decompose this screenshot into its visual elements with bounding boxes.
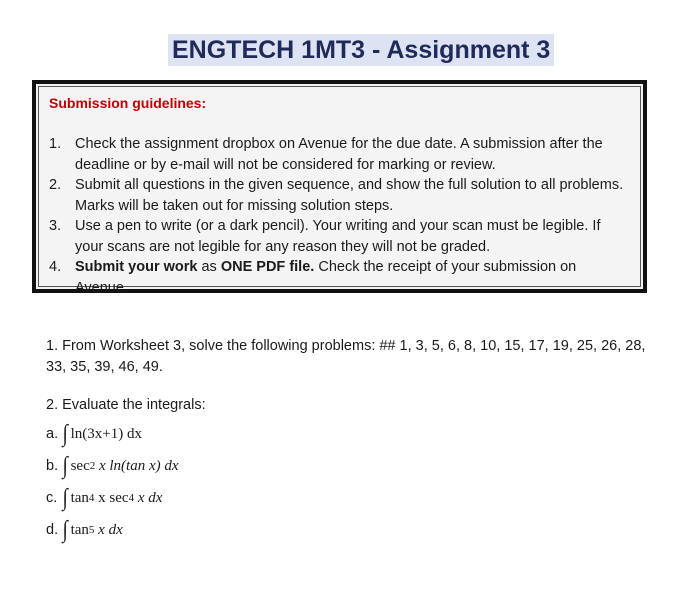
integral-label: d. [46,522,59,538]
guideline-text: Submit all questions in the given sequence, and show the full solution to all problems. Marks will be taken out for missing solution steps. [75,177,624,214]
exponent: 2 [89,460,96,472]
integrand-function: sec [70,457,90,474]
integral-item [46,486,162,510]
integral-expression [62,486,162,510]
integral-expression [62,454,179,478]
integral-sign: ∫ [62,517,68,543]
guidelines-list [49,134,632,298]
exponent: 5 [88,524,95,536]
integral-item [46,518,123,542]
guideline-item [49,216,632,257]
guideline-number: 2. [49,177,62,193]
integral-sign: ∫ [62,421,68,447]
integral-sign: ∫ [62,453,68,479]
integrand-middle: x sec [98,489,129,506]
integrand: x dx [137,489,163,506]
question-1: 1. From Worksheet 3, solve the following problems: ## 1, 3, 5, 6, 8, 10, 15, 17, 19, 25, 26, 28, 33, 35, 39, 46, 49. [46,338,646,375]
integral-sign: ∫ [62,485,68,511]
guideline-bold-text: Submit your work [75,259,198,275]
integral-item [46,454,179,478]
guideline-text-part: Check the receipt of your submission on Avenue. [75,259,577,296]
guideline-bold-text: ONE PDF file. [220,259,315,275]
guideline-number: 4. [49,259,62,275]
integrand-function: tan [70,489,89,506]
guideline-text: Check the assignment dropbox on Avenue for the due date. A submission after the deadline or by e-mail will not be considered for marking or review. [75,136,603,173]
guideline-text [75,257,632,298]
integrand: ln(3x+1) dx [70,425,142,442]
question-2-heading: 2. Evaluate the integrals: [46,397,206,413]
guideline-item [49,175,632,216]
integral-expression [62,518,123,542]
integral-label: c. [46,490,58,506]
guidelines-inner-frame [38,86,641,296]
guideline-number: 3. [49,218,62,234]
integral-label: a. [46,426,59,442]
integrand-function: tan [70,521,89,538]
guideline-item [49,134,632,175]
guideline-number: 1. [49,136,62,152]
integrand: x dx [98,521,123,538]
submission-guidelines-box [32,80,647,296]
integral-expression [62,422,142,446]
guideline-text-part: as [197,259,221,275]
assignment-title: ENGTECH 1MT3 - Assignment 3 [168,34,554,66]
exponent: 4 [128,492,135,504]
guidelines-heading: Submission guidelines: [49,95,207,111]
integrand: x ln(tan x) dx [98,457,179,474]
guideline-item [49,257,632,298]
integral-label: b. [46,458,59,474]
guideline-text: Use a pen to write (or a dark pencil). Your writing and your scan must be legible. If your scans are not legible for any reason they will not be graded. [75,218,601,255]
exponent: 4 [88,492,95,504]
integral-item [46,422,142,446]
